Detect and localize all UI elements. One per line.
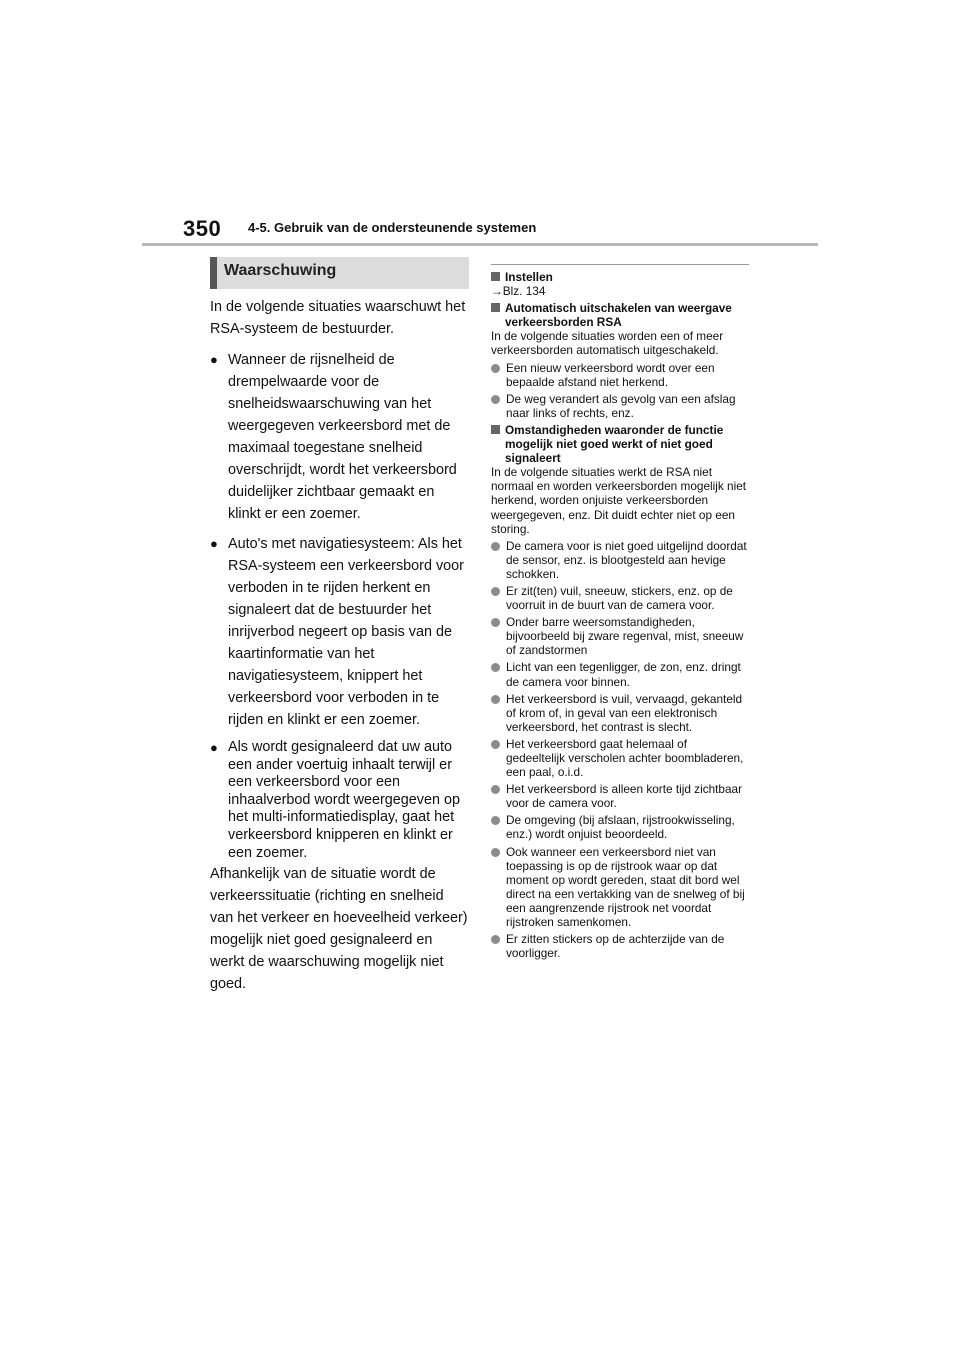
- warning-bullet: [210, 349, 470, 525]
- conditions-heading-text: Omstandigheden waaronder de functie mogelijk niet goed werkt of niet goed signaleert: [505, 422, 724, 466]
- bullet-dot-icon: ●: [210, 536, 218, 551]
- circle-bullet-icon: [491, 695, 500, 704]
- circle-bullet-icon: [491, 395, 500, 404]
- circle-bullet-icon: [491, 364, 500, 373]
- auto-off-intro: In de volgende situaties worden een of meer verkeersborden automatisch uitgeschakeld.: [491, 329, 724, 358]
- list-item: [491, 615, 749, 657]
- list-item-text: De camera voor is niet goed uitgelijnd doordat de sensor, enz. is blootgesteld aan hevige schokken.: [506, 538, 747, 581]
- warning-bar: [210, 257, 217, 289]
- list-item-text: Het verkeersbord is alleen korte tijd zichtbaar voor de camera voor.: [506, 782, 743, 811]
- circle-bullet-icon: [491, 785, 500, 794]
- list-item-text: Een nieuw verkeersbord wordt over een bepaalde afstand niet herkend.: [506, 360, 715, 389]
- list-item: [491, 932, 749, 960]
- list-item-text: Er zit(ten) vuil, sneeuw, stickers, enz. op de voorruit in de buurt van de camera voor.: [506, 583, 733, 613]
- list-item: [491, 361, 749, 389]
- list-item: [491, 813, 749, 841]
- list-item-text: Het verkeersbord is vuil, vervaagd, gekanteld of krom of, in geval van een elektronisch verkeersbord, het contrast is slecht.: [506, 691, 743, 734]
- list-item: [491, 539, 749, 581]
- circle-bullet-icon: [491, 740, 500, 749]
- list-item-text: Er zitten stickers op de achterzijde van de voorligger.: [506, 932, 725, 961]
- conditions-intro: In de volgende situaties werkt de RSA niet normaal en worden verkeersborden mogelijk niet herkend, worden onjuiste verkeersborden weergegeven, enz. Dit duidt echter niet op een storing.: [491, 465, 747, 536]
- list-item: [491, 782, 749, 810]
- warning-closing: Afhankelijk van de situatie wordt de verkeerssituatie (richting en snelheid van het verkeer en hoeveelheid verkeer) mogelijk niet goed gesignaleerd en werkt de waarschuwing mogelijk niet goed.: [210, 866, 468, 993]
- circle-bullet-icon: [491, 542, 500, 551]
- warning-bullet-text: Wanneer de rijsnelheid de drempelwaarde voor de snelheidswaarschuwing van het weergegeven verkeersbord met de maximaal toegestane snelheid overschrijdt, wordt het verkeersbord duidelijker zichtbaar gemaakt en klinkt er een zoemer.: [228, 352, 457, 522]
- circle-bullet-icon: [491, 816, 500, 825]
- setting-heading-text: Instellen: [505, 270, 553, 284]
- list-item-text: Het verkeersbord gaat helemaal of gedeeltelijk verscholen achter boombladeren, een paal, o.i.d.: [506, 736, 744, 780]
- chapter-title: 4-5. Gebruik van de ondersteunende systemen: [248, 220, 537, 235]
- conditions-heading: [491, 423, 749, 465]
- circle-bullet-icon: [491, 663, 500, 672]
- warning-bullet-text: Auto's met navigatiesysteem: Als het RSA-systeem een verkeersbord voor verboden in te rijden herkent en signaleert dat de bestuurder het inrijverbod negeert op basis van de kaartinformatie van het navigatiesysteem, knippert het verkeersbord voor verboden in te rijden en klinkt er een zoemer.: [228, 536, 464, 728]
- warning-bullet: [210, 739, 470, 862]
- setting-reference-link[interactable]: →Blz. 134: [491, 284, 546, 299]
- setting-heading: [491, 270, 749, 284]
- warning-bullet: [210, 533, 470, 731]
- warning-content: [210, 296, 470, 995]
- circle-bullet-icon: [491, 587, 500, 596]
- circle-bullet-icon: [491, 848, 500, 857]
- warning-box: [210, 257, 469, 289]
- auto-off-heading-text: Automatisch uitschakelen van weergave verkeersborden RSA: [505, 301, 732, 330]
- list-item-text: Ook wanneer een verkeersbord niet van toepassing is op de rijstrook waar op dat moment op wordt gereden, staat dit bord wel direct na een vertakking van de snelweg of bij een aangrenzende rijstrook net voordat rijstroken samenkomen.: [506, 844, 745, 930]
- list-item-text: Onder barre weersomstandigheden, bijvoorbeeld bij zware regenval, mist, sneeuw of zandstormen: [506, 615, 744, 658]
- circle-bullet-icon: [491, 935, 500, 944]
- circle-bullet-icon: [491, 618, 500, 627]
- list-item-text: De omgeving (bij afslaan, rijstrookwisseling, enz.) wordt onjuist beoordeeld.: [506, 813, 735, 842]
- page-number: 350: [183, 216, 222, 241]
- warning-title: Waarschuwing: [224, 262, 337, 279]
- list-item: [491, 737, 749, 779]
- list-item-text: De weg verandert als gevolg van een afslag naar links of rechts, enz.: [506, 391, 736, 420]
- square-bullet-icon: [491, 303, 500, 312]
- right-column-rule: [491, 264, 749, 265]
- square-bullet-icon: [491, 272, 500, 281]
- header-rule: [142, 243, 818, 246]
- bullet-dot-icon: ●: [210, 740, 218, 755]
- square-bullet-icon: [491, 425, 500, 434]
- list-item: [491, 660, 749, 688]
- warning-intro: In de volgende situaties waarschuwt het RSA-systeem de bestuurder.: [210, 299, 466, 337]
- auto-off-heading: [491, 301, 749, 329]
- list-item: [491, 584, 749, 612]
- list-item: [491, 692, 749, 734]
- bullet-dot-icon: ●: [210, 352, 218, 367]
- warning-bullet-text: Als wordt gesignaleerd dat uw auto een ander voertuig inhaalt terwijl er een verkeersbord voor een inhaalverbod wordt weergegeven op het multi-informatiedisplay, gaat het verkeersbord knipperen en klinkt er een zoemer.: [228, 739, 461, 861]
- list-item: [491, 392, 749, 420]
- list-item-text: Licht van een tegenligger, de zon, enz. dringt de camera voor binnen.: [506, 660, 741, 689]
- right-column: [491, 270, 749, 960]
- list-item: [491, 845, 749, 930]
